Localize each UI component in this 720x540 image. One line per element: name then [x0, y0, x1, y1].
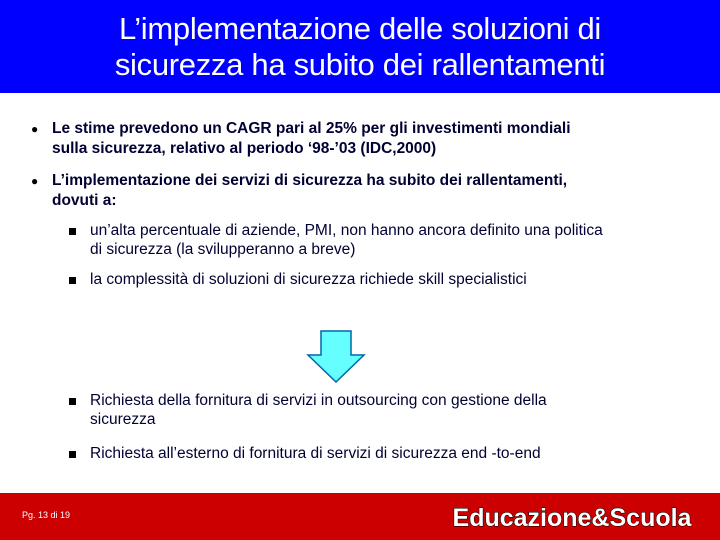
sub-bullet-3-line-1: Richiesta della fornitura di servizi in outsourcing con gestione della	[90, 392, 547, 409]
down-arrow-icon	[306, 330, 366, 384]
sub-bullet-2-line-1: la complessità di soluzioni di sicurezza richiede skill specialistici	[90, 271, 527, 288]
bullet-2-text	[52, 171, 692, 211]
educazione-scuola-logo	[452, 501, 692, 533]
bullet-1-text	[52, 119, 692, 159]
bullet-2-line-1: L’implementazione dei servizi di sicurezza ha subito dei rallentamenti,	[52, 172, 568, 189]
slide-title-line-2: sicurezza ha subito dei rallentamenti	[114, 46, 606, 82]
sub-bullet-1-line-1: un’alta percentuale di aziende, PMI, non hanno ancora definito una politica	[90, 222, 603, 239]
title-bar	[0, 0, 720, 93]
bullet-2-line-2: dovuti a:	[52, 192, 117, 209]
sub-bullet-2-text	[90, 270, 700, 289]
square-bullet-icon	[69, 451, 76, 458]
logo-text: Educazione&Scuola	[452, 504, 692, 532]
sub-bullet-1-line-2: di sicurezza (la svilupperanno a breve)	[90, 241, 356, 258]
footer-bar	[0, 493, 720, 540]
bullet-icon: ●	[31, 174, 39, 188]
slide-title-line-1: L’implementazione delle soluzioni di	[118, 10, 602, 46]
bullet-icon: ●	[31, 122, 39, 136]
sub-bullet-3-text	[90, 391, 700, 429]
bullet-1-line-2: sulla sicurezza, relativo al periodo ‘98-’03 (IDC,2000)	[52, 140, 437, 157]
square-bullet-icon	[69, 277, 76, 284]
sub-bullet-4-line-1: Richiesta all’esterno di fornitura di servizi di sicurezza end -to-end	[90, 445, 541, 462]
square-bullet-icon	[69, 228, 76, 235]
bullet-1-line-1: Le stime prevedono un CAGR pari al 25% per gli investimenti mondiali	[52, 120, 571, 137]
sub-bullet-3-line-2: sicurezza	[90, 411, 156, 428]
sub-bullet-4-text	[90, 444, 700, 463]
square-bullet-icon	[69, 398, 76, 405]
page-number: Pg. 13 di 19	[22, 510, 71, 520]
sub-bullet-1-text	[90, 221, 700, 259]
